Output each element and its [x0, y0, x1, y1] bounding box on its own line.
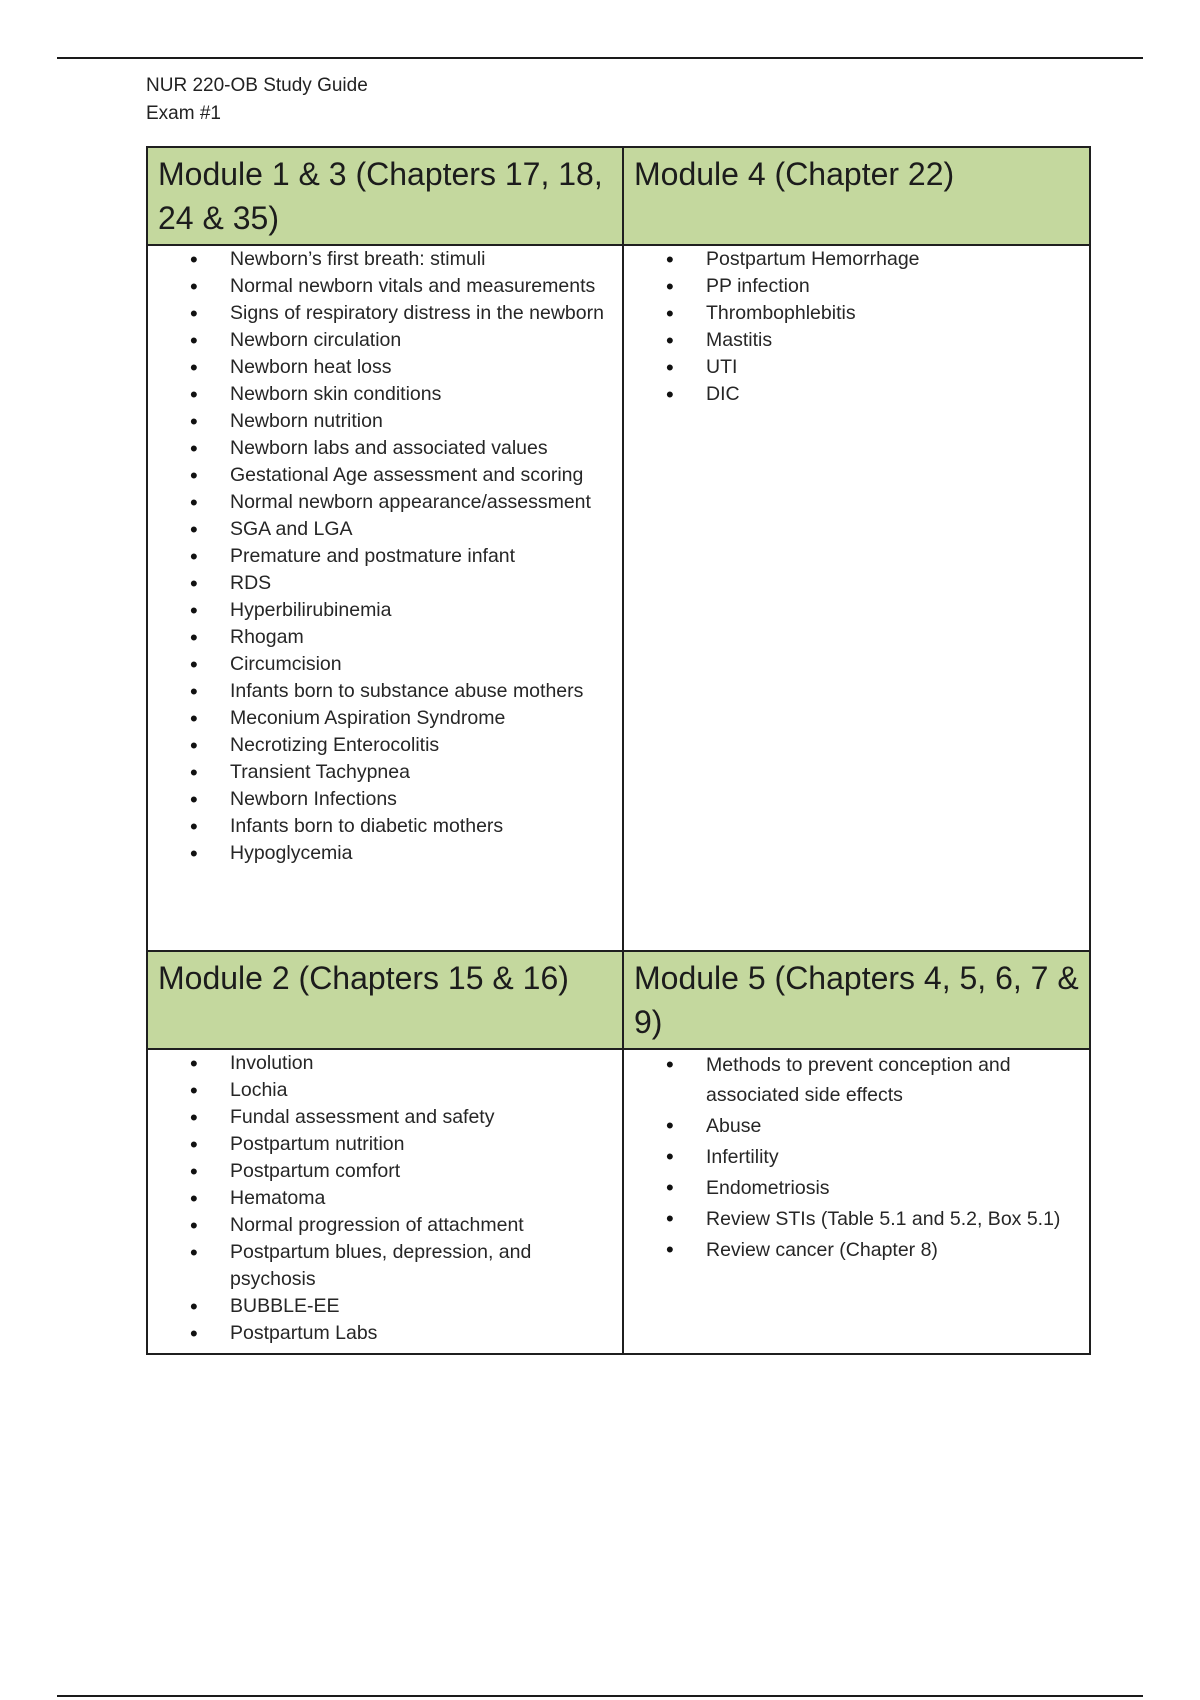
topic-item: • Newborn Infections	[230, 786, 616, 813]
module-2-topic-list	[148, 1050, 616, 1347]
document-header	[146, 72, 368, 128]
top-rule	[57, 57, 1143, 59]
topic-item: • Gestational Age assessment and scoring	[230, 462, 616, 489]
topic-item: • Infants born to diabetic mothers	[230, 813, 616, 840]
module-4-heading: Module 4 (Chapter 22)	[623, 147, 1090, 245]
topic-item: • Rhogam	[230, 624, 616, 651]
module-1-3-topic-list	[148, 246, 616, 867]
exam-title: Exam #1	[146, 103, 221, 124]
topic-item: • Newborn nutrition	[230, 408, 616, 435]
module-5-heading: Module 5 (Chapters 4, 5, 6, 7 & 9)	[623, 951, 1090, 1049]
topic-item: • Normal newborn appearance/assessment	[230, 489, 616, 516]
topic-item: • BUBBLE-EE	[230, 1293, 616, 1320]
topic-item: • Postpartum Hemorrhage	[706, 246, 1083, 273]
module-4-body	[623, 245, 1090, 951]
topic-item: • Normal newborn vitals and measurements	[230, 273, 616, 300]
topic-item: • Necrotizing Enterocolitis	[230, 732, 616, 759]
topic-item: • Postpartum Labs	[230, 1320, 616, 1347]
topic-item: • Newborn skin conditions	[230, 381, 616, 408]
topic-item: • Review cancer (Chapter 8)	[706, 1235, 1083, 1265]
course-title: NUR 220-OB Study Guide	[146, 75, 368, 96]
topic-item: • Postpartum blues, depression, and psychosis	[230, 1239, 616, 1293]
topic-item: • Lochia	[230, 1077, 616, 1104]
topic-item: • Thrombophlebitis	[706, 300, 1083, 327]
body-row-2	[147, 1049, 1090, 1354]
topic-item: • Methods to prevent conception and associated side effects	[706, 1050, 1083, 1110]
topic-item: • Hematoma	[230, 1185, 616, 1212]
topic-item: • Normal progression of attachment	[230, 1212, 616, 1239]
topic-item: • RDS	[230, 570, 616, 597]
topic-item: • SGA and LGA	[230, 516, 616, 543]
module-5-body	[623, 1049, 1090, 1354]
topic-item: • Signs of respiratory distress in the newborn	[230, 300, 616, 327]
topic-item: • Newborn circulation	[230, 327, 616, 354]
body-row-1	[147, 245, 1090, 951]
topic-item: • Review STIs (Table 5.1 and 5.2, Box 5.1)	[706, 1204, 1083, 1234]
study-guide-table	[146, 146, 1091, 1355]
topic-item: • Newborn heat loss	[230, 354, 616, 381]
header-row-2	[147, 951, 1090, 1049]
topic-item: • DIC	[706, 381, 1083, 408]
topic-item: • UTI	[706, 354, 1083, 381]
topic-item: • Abuse	[706, 1111, 1083, 1141]
topic-item: • Circumcision	[230, 651, 616, 678]
topic-item: • Hyperbilirubinemia	[230, 597, 616, 624]
topic-item: • Newborn labs and associated values	[230, 435, 616, 462]
topic-item: • Infants born to substance abuse mothers	[230, 678, 616, 705]
topic-item: • Postpartum nutrition	[230, 1131, 616, 1158]
module-5-topic-list	[624, 1050, 1083, 1265]
topic-item: • PP infection	[706, 273, 1083, 300]
module-2-body	[147, 1049, 623, 1354]
topic-item: • Newborn’s first breath: stimuli	[230, 246, 616, 273]
topic-item: • Mastitis	[706, 327, 1083, 354]
topic-item: • Transient Tachypnea	[230, 759, 616, 786]
topic-item: • Endometriosis	[706, 1173, 1083, 1203]
topic-item: • Meconium Aspiration Syndrome	[230, 705, 616, 732]
header-row-1	[147, 147, 1090, 245]
topic-item: • Involution	[230, 1050, 616, 1077]
module-1-3-body	[147, 245, 623, 951]
topic-item: • Infertility	[706, 1142, 1083, 1172]
topic-item: • Hypoglycemia	[230, 840, 616, 867]
module-4-topic-list	[624, 246, 1083, 408]
topic-item: • Fundal assessment and safety	[230, 1104, 616, 1131]
module-2-heading: Module 2 (Chapters 15 & 16)	[147, 951, 623, 1049]
topic-item: • Premature and postmature infant	[230, 543, 616, 570]
bottom-rule	[57, 1695, 1143, 1697]
topic-item: • Postpartum comfort	[230, 1158, 616, 1185]
module-1-3-heading: Module 1 & 3 (Chapters 17, 18, 24 & 35)	[147, 147, 623, 245]
